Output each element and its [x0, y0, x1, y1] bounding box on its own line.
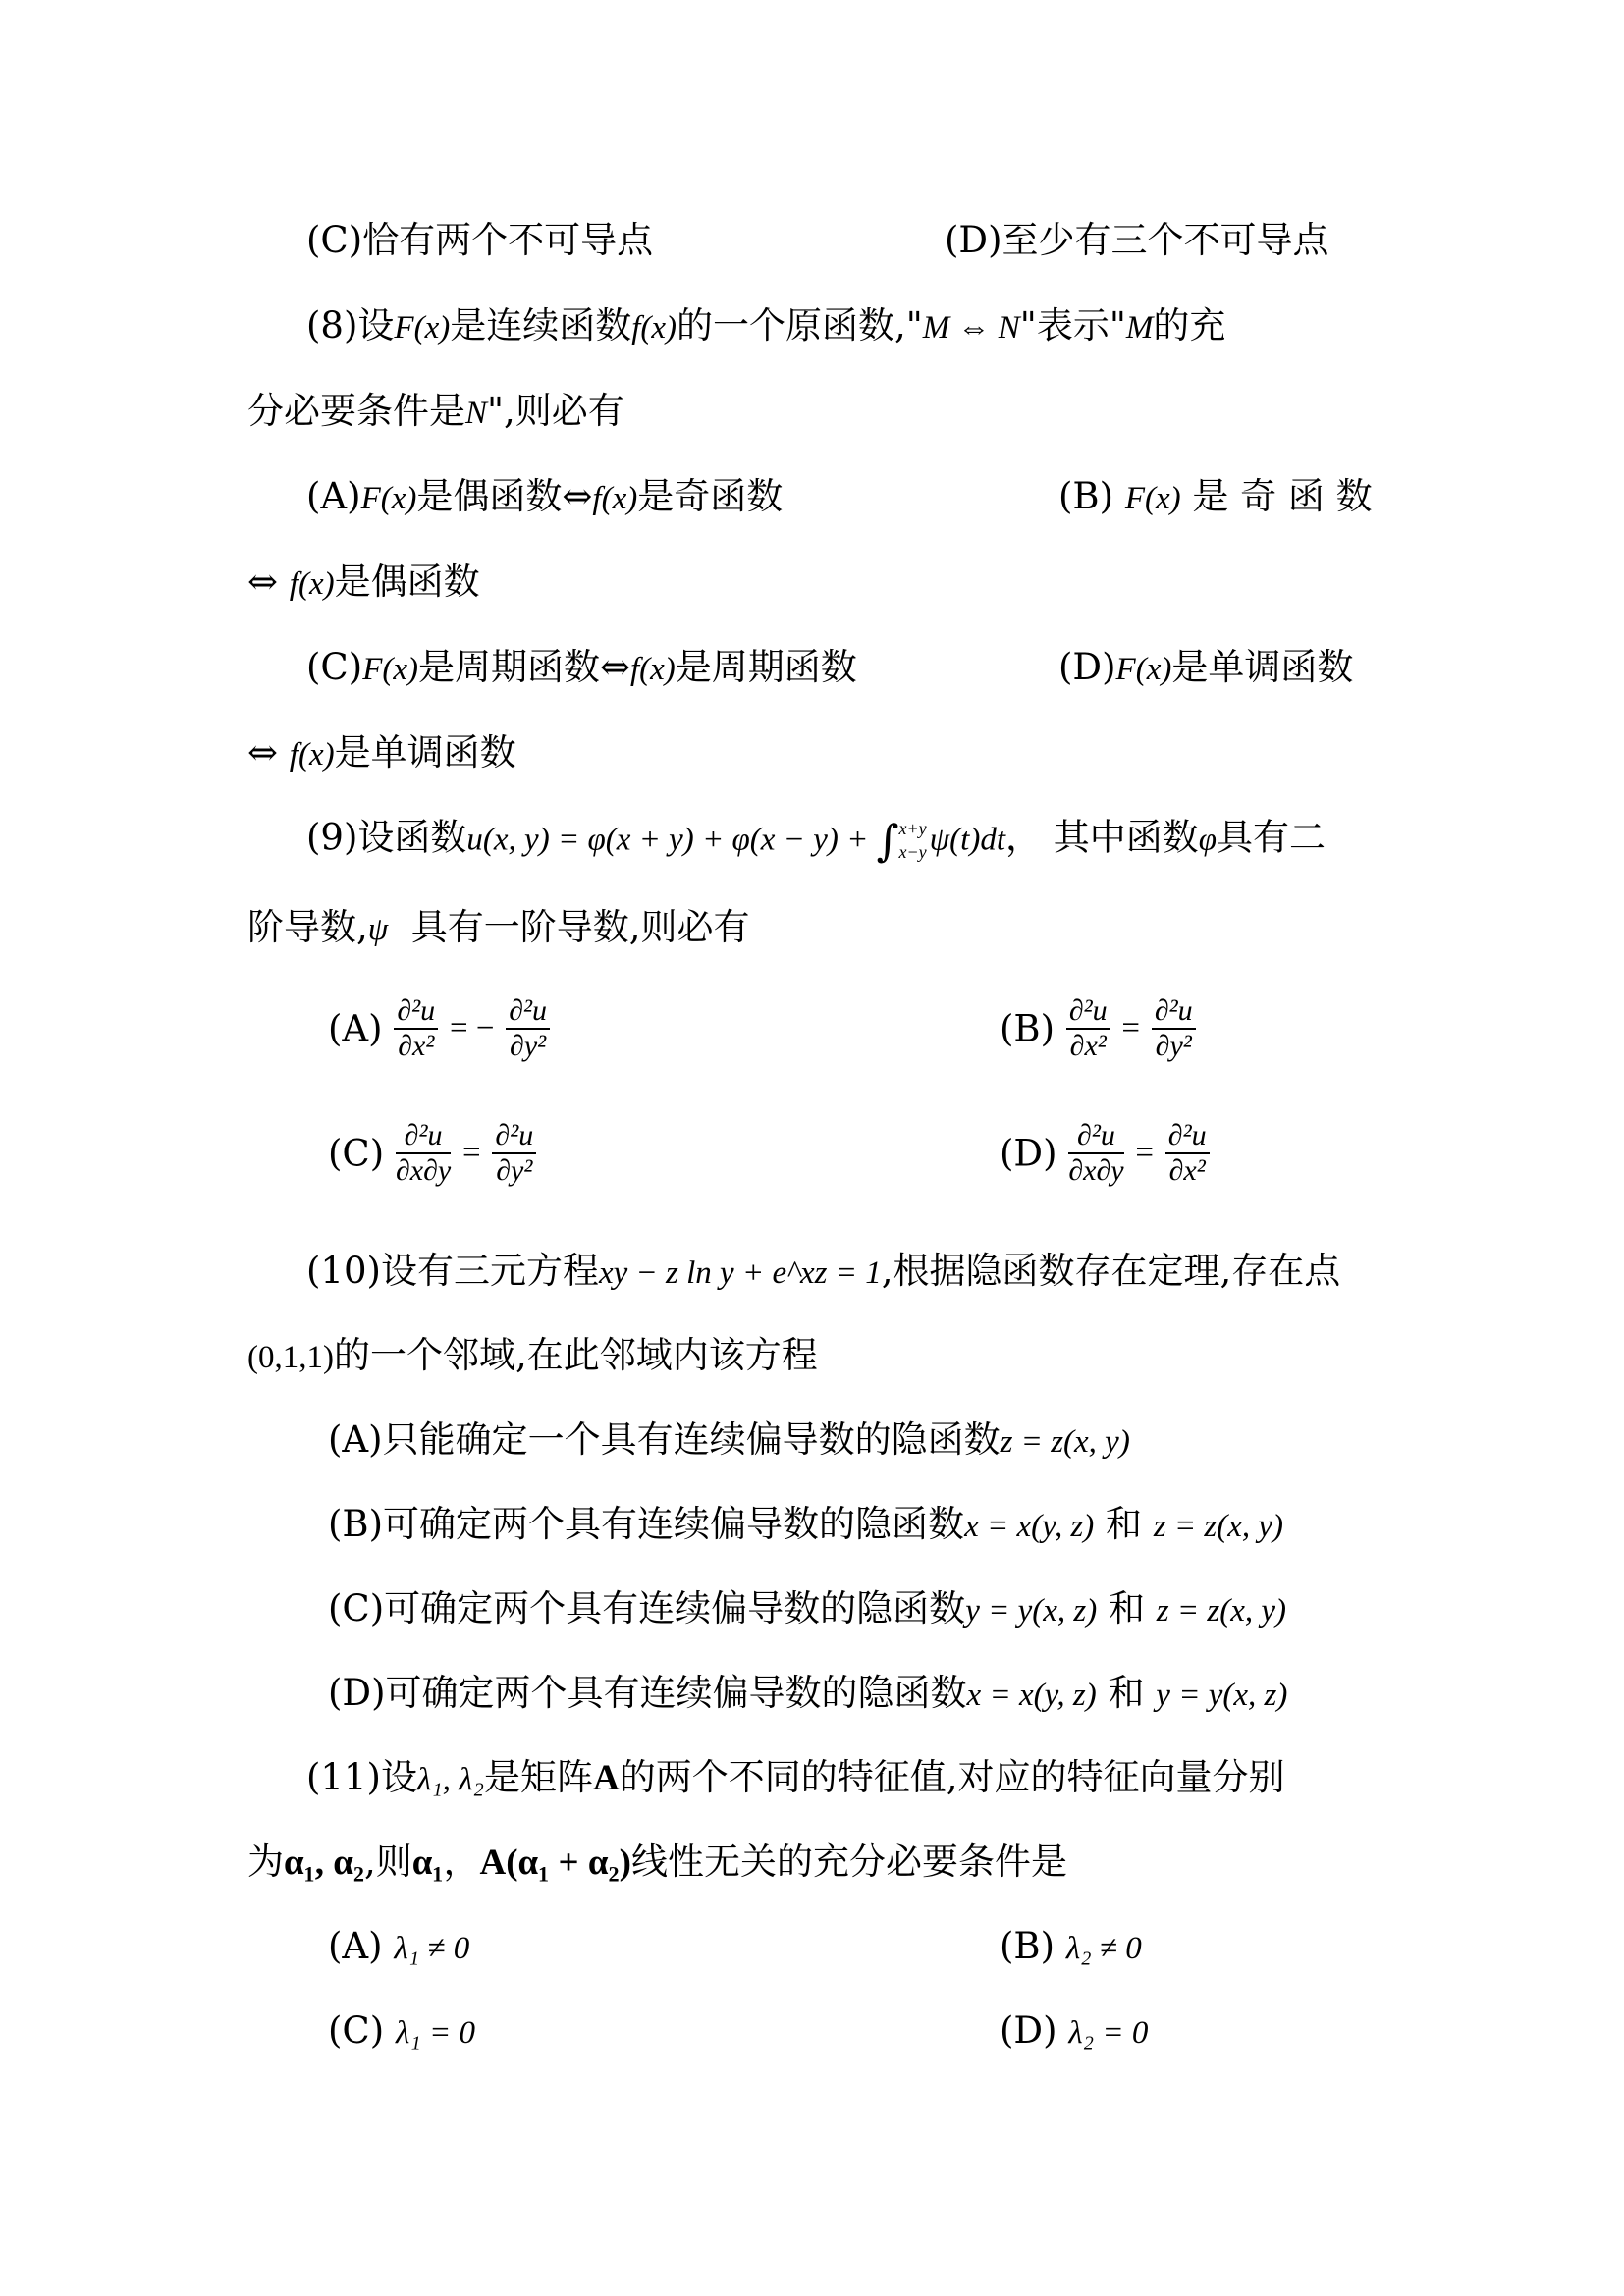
q8-option-a: (A)F(x)是偶函数⇔f(x)是奇函数: [306, 475, 784, 517]
q8-option-d-cont: ⇔ f(x)是单调函数: [247, 731, 516, 774]
q10-stem-line2: (0,1,1)的一个邻域,在此邻域内该方程: [247, 1334, 818, 1376]
q9-stem-line1: (9)设函数u(x, y) = φ(x + y) + φ(x − y) + ∫ x+y x−y ψ(t)dt， 其中函数φ具有二: [306, 816, 1326, 867]
q11-option-d: (D) λ₂ = 0: [1000, 2009, 1149, 2052]
q8-option-b: (B) F(x) 是 奇 函 数: [1058, 475, 1373, 517]
q10-option-a: (A)只能确定一个具有连续偏导数的隐函数z = z(x, y): [328, 1418, 1130, 1461]
q11-option-a: (A) λ₁ ≠ 0: [328, 1925, 470, 1967]
q8-stem-line2: 分必要条件是N",则必有: [247, 390, 624, 432]
q8-option-d: (D)F(x)是单调函数: [1058, 646, 1354, 688]
q7-option-d: (D)至少有三个不可导点: [945, 219, 1329, 261]
q9-option-d: (D) $\frac{\text{∂²u}}{\partial x\partial y}$ = $\frac{\text{∂²u}}{\text{∂x²}}$: [1000, 1121, 1210, 1186]
q8-option-b-cont: ⇔ f(x)是偶函数: [247, 561, 480, 603]
q9-stem-line2: 阶导数,ψ 具有一阶导数,则必有: [247, 906, 750, 948]
q11-option-c: (C) λ₁ = 0: [328, 2009, 475, 2052]
q9-option-b: (B) $\frac{\text{∂²u}}{\text{∂x²}}$ = $\frac{\text{∂²u}}{\text{∂y²}}$: [1000, 996, 1196, 1061]
q8-option-c: (C)F(x)是周期函数⇔f(x)是周期函数: [306, 646, 857, 688]
q7-option-c: (C)恰有两个不可导点: [306, 219, 654, 261]
q10-option-d: (D)可确定两个具有连续偏导数的隐函数x = x(y, z) 和 y = y(x, z): [328, 1672, 1288, 1714]
q9-option-c: (C) $\frac{\text{∂²u}}{\partial x\partial y}$ = $\frac{\text{∂²u}}{\text{∂y²}}$: [328, 1121, 536, 1186]
q10-option-b: (B)可确定两个具有连续偏导数的隐函数x = x(y, z) 和 z = z(x, y): [328, 1503, 1284, 1545]
q8-stem-line1: (8)设F(x)是连续函数f(x)的一个原函数,"M ⇔ N"表示"M的充: [306, 304, 1226, 347]
q11-option-b: (B) λ₂ ≠ 0: [1000, 1925, 1142, 1967]
q10-stem-line1: (10)设有三元方程xy − z ln y + e^xz = 1,根据隐函数存在定理,存在点: [306, 1250, 1341, 1292]
q9-option-a: (A) $\frac{\text{∂²u}}{\text{∂x²}}$ = − $\frac{\text{∂²u}}{\text{∂y²}}$: [328, 996, 550, 1061]
q11-stem-line1: (11)设λ₁, λ₂是矩阵A的两个不同的特征值,对应的特征向量分别: [306, 1756, 1285, 1798]
q10-option-c: (C)可确定两个具有连续偏导数的隐函数y = y(x, z) 和 z = z(x, y): [328, 1587, 1286, 1629]
q11-stem-line2: 为α₁, α₂,则α₁，A(α₁ + α₂)线性无关的充分必要条件是: [247, 1841, 1067, 1883]
